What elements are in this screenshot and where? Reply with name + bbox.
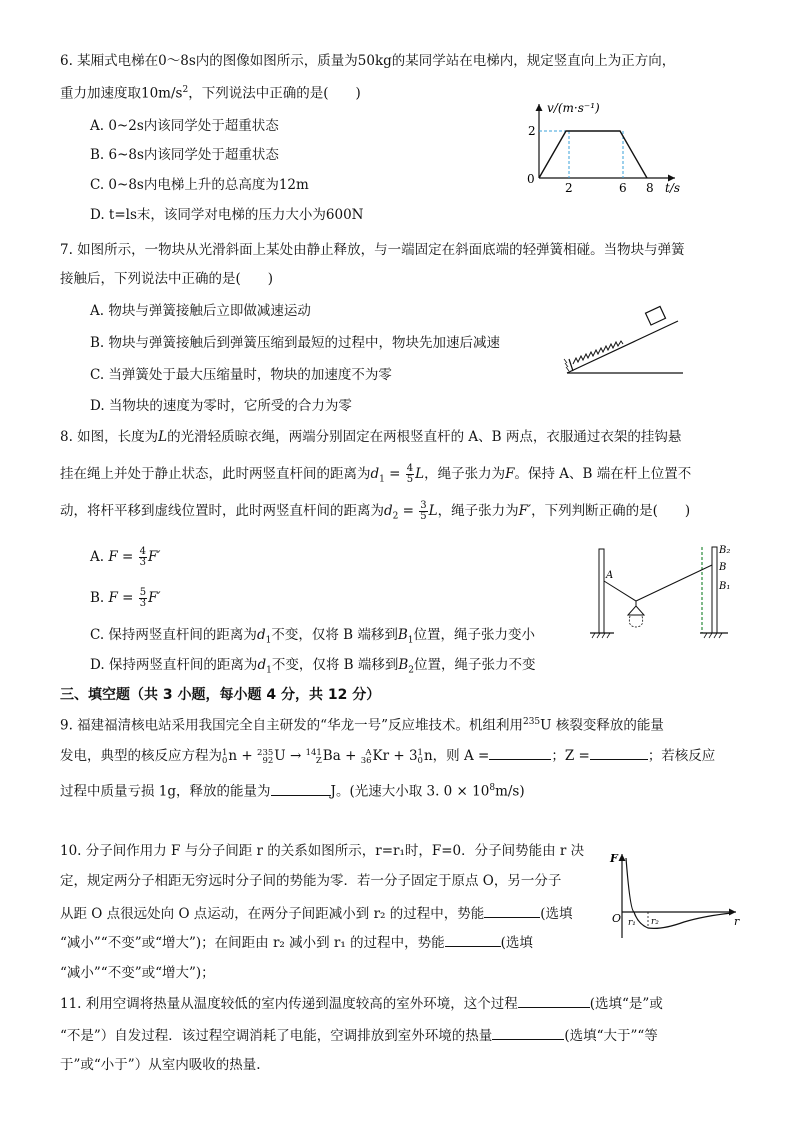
q8-stem-line3: [60, 499, 690, 529]
q9-blank-energy[interactable]: [271, 781, 331, 796]
section-3-heading: 三、填空题（共 3 小题，每小题 4 分，共 12 分）: [60, 687, 381, 703]
q9-stem-line2: 发电，典型的核反应方程为 1 0 n + 235 92 U → 141 Z Ba + A 36 Kr + 3 1 0 n，则 A = ；Z = ；若核反应: [60, 745, 715, 767]
q7-spring: [573, 341, 623, 364]
q8-stem-line2: [60, 462, 691, 492]
q8-option-d: D. 保持两竖直杆间的距离为$d_1$不变，仅将 B 端移到$B_2$位置，绳子张力不变: [90, 657, 536, 676]
q9-blank-Z[interactable]: [590, 745, 648, 760]
q8-L: L: [415, 466, 425, 482]
q8-label-B: B: [719, 562, 727, 573]
q6-option-b: B. 6~8s内该同学处于超重状态: [90, 147, 279, 163]
q6-graph-origin: 0: [527, 172, 535, 186]
q7-option-c: C. 当弹簧处于最大压缩量时，物块的加速度不为零: [90, 367, 392, 383]
q11-stem-line3: 于”或“小于”）从室内吸收的热量.: [60, 1057, 261, 1073]
q9-stem-line3: 过程中质量亏损 1g，释放的能量为 J。(光速大小取 3. $0 \times 10^8m/s$): [60, 778, 525, 802]
q8-rope: [604, 565, 712, 601]
q10-stem-line2: 定，规定两分子相距无穷远时分子间的势能为零．若一分子固定于原点 O，另一分子: [60, 873, 562, 889]
q8-clothesline-figure: [588, 543, 738, 643]
q11-stem-line1: 11. 利用空调将热量从温度较低的室内传递到温度较高的室外环境，这个过程 (选填“是”或: [60, 993, 663, 1014]
q6-stem-text: 重力加速度取10m/s: [60, 85, 183, 102]
q10-graph-O-label: O: [612, 912, 622, 925]
q8-d2-sub: 2: [392, 511, 399, 522]
q7-incline-figure: [563, 313, 688, 379]
q6-graph-velocity-line: [539, 131, 647, 178]
q8-label-A: A: [606, 570, 614, 581]
q6-graph-xtick-6: 6: [619, 181, 627, 195]
q10-stem-line5: “减小”“不变”或“增大”)；: [60, 965, 215, 981]
q8-text: 。保持 A、B 端在杆上位置不: [514, 466, 692, 482]
q8-text: ，绳子张力为: [424, 466, 506, 482]
q10-force-distance-graph: [604, 850, 744, 940]
q9-stem-line1: 9. 福建福清核电站采用我国完全自主研发的“华龙一号”反应堆技术。机组利用$^{235}$U 核裂变释放的能量: [60, 717, 664, 734]
q8-d1-sub: 1: [379, 474, 385, 485]
q8-text: 的光滑轻质晾衣绳，两端分别固定在两根竖直杆的 A、B 两点，衣服通过衣架的挂钩悬: [167, 429, 682, 445]
q9-blank-A[interactable]: [489, 745, 551, 760]
q8-option-a: A. F = $\frac{4}{3}$ F′: [90, 546, 161, 568]
q8-text: 挂在绳上并处于静止状态，此时两竖直杆间的距离为: [60, 466, 371, 482]
q7-wall: [569, 359, 573, 371]
q6-graph-xtick-2: 2: [565, 181, 573, 195]
q8-Fp: F′: [518, 503, 532, 519]
q8-eq: =: [384, 466, 405, 482]
q11-blank-2[interactable]: [492, 1025, 564, 1040]
q11-blank-1[interactable]: [518, 993, 590, 1008]
q8-option-b: B. F = $\frac{5}{3}$ F′: [90, 587, 161, 609]
q7-stem-line2: 接触后，下列说法中正确的是( ): [60, 271, 274, 287]
q8-text: ，绳子张力为: [437, 503, 519, 519]
q10-graph-r-label: r: [734, 915, 740, 928]
q8-d2: d: [384, 503, 393, 519]
q8-label-B2: B₂: [719, 545, 731, 556]
q6-graph-xtick-8: 8: [646, 181, 654, 195]
q8-text: 8. 如图，长度为: [60, 429, 159, 445]
q10-stem-line1: 10. 分子间作用力 F 与分子间距 r 的关系如图所示，r=r₁时，F=0．分子间势能由 r 决: [60, 843, 585, 859]
q6-stem-line2: [60, 80, 361, 104]
q10-stem-line3: 从距 O 点很远处向 O 点运动，在两分子间距减小到 r₂ 的过程中，势能 (选填: [60, 903, 573, 924]
q10-graph-curve: [626, 858, 732, 928]
q7-option-a: A. 物块与弹簧接触后立即做减速运动: [90, 303, 311, 319]
q6-graph-xlabel: t/s: [665, 181, 681, 195]
q11-stem-line2: “不是”）自发过程．该过程空调消耗了电能，空调排放到室外环境的热量 (选填“大于”“等: [60, 1025, 658, 1046]
q10-graph-r1-label: r₁: [628, 918, 636, 928]
q7-option-b: B. 物块与弹簧接触后到弹簧压缩到最短的过程中，物块先加速后减速: [90, 335, 501, 351]
q8-stem-line1: [60, 427, 681, 447]
q7-stem-line1: 7. 如图所示，一物块从光滑斜面上某处由静止释放，与一端固定在斜面底端的轻弹簧相碰。当物块与弹簧: [60, 242, 685, 258]
q10-stem-line4: “减小”“不变”或“增大”)；在间距由 r₂ 减小到 r₁ 的过程中，势能 (选填: [60, 932, 533, 953]
q8-text: 动，将杆平移到虚线位置时，此时两竖直杆间的距离为: [60, 503, 384, 519]
q6-graph-ylabel: v/(m·s⁻¹): [547, 101, 600, 115]
q8-fraction-3-5: $\frac{3}{5}$: [420, 500, 427, 522]
q8-right-pole: [712, 547, 717, 633]
q6-option-a: A. 0~2s内该同学处于超重状态: [90, 118, 279, 134]
q6-stem-sup: 2: [182, 85, 189, 95]
q10-graph-r2-label: r₂: [651, 917, 659, 927]
q10-blank-2[interactable]: [445, 932, 501, 947]
q7-block: [646, 306, 666, 325]
q7-incline: [567, 321, 678, 373]
q8-clothes: [629, 616, 642, 627]
q7-option-d: D. 当物块的速度为零时，它所受的合力为零: [90, 398, 352, 414]
q6-vt-graph: [525, 98, 695, 202]
q6-stem-line1: 6. 某厢式电梯在0～8s内的图像如图所示，质量为50kg的某同学站在电梯内，规定竖直向上为正方向，: [60, 53, 676, 69]
q6-stem-text-end: ，下列说法中正确的是( ): [188, 85, 361, 102]
q8-label-B1: B₁: [719, 581, 731, 592]
q6-option-c: C. 0~8s内电梯上升的总高度为12m: [90, 177, 309, 193]
q6-graph-ytick-2: 2: [528, 124, 536, 138]
q8-L: L: [428, 503, 438, 519]
q8-option-c: C. 保持两竖直杆间的距离为$d_1$不变，仅将 B 端移到$B_1$位置，绳子张力变小: [90, 627, 535, 646]
q10-blank-1[interactable]: [484, 903, 540, 918]
q8-hanger: [628, 601, 644, 615]
q8-left-pole: [599, 549, 604, 633]
q8-eq: =: [398, 503, 419, 519]
q8-d1: d: [370, 466, 380, 482]
q8-fraction-4-5: $\frac{4}{5}$: [406, 463, 414, 485]
q8-text: ，下列判断正确的是( ): [531, 503, 691, 519]
q6-option-d: D. t=ls末，该同学对电梯的压力大小为600N: [90, 207, 364, 223]
q8-F: F: [505, 466, 515, 482]
q8-L: L: [158, 429, 168, 445]
q10-graph-F-label: F: [610, 852, 618, 865]
